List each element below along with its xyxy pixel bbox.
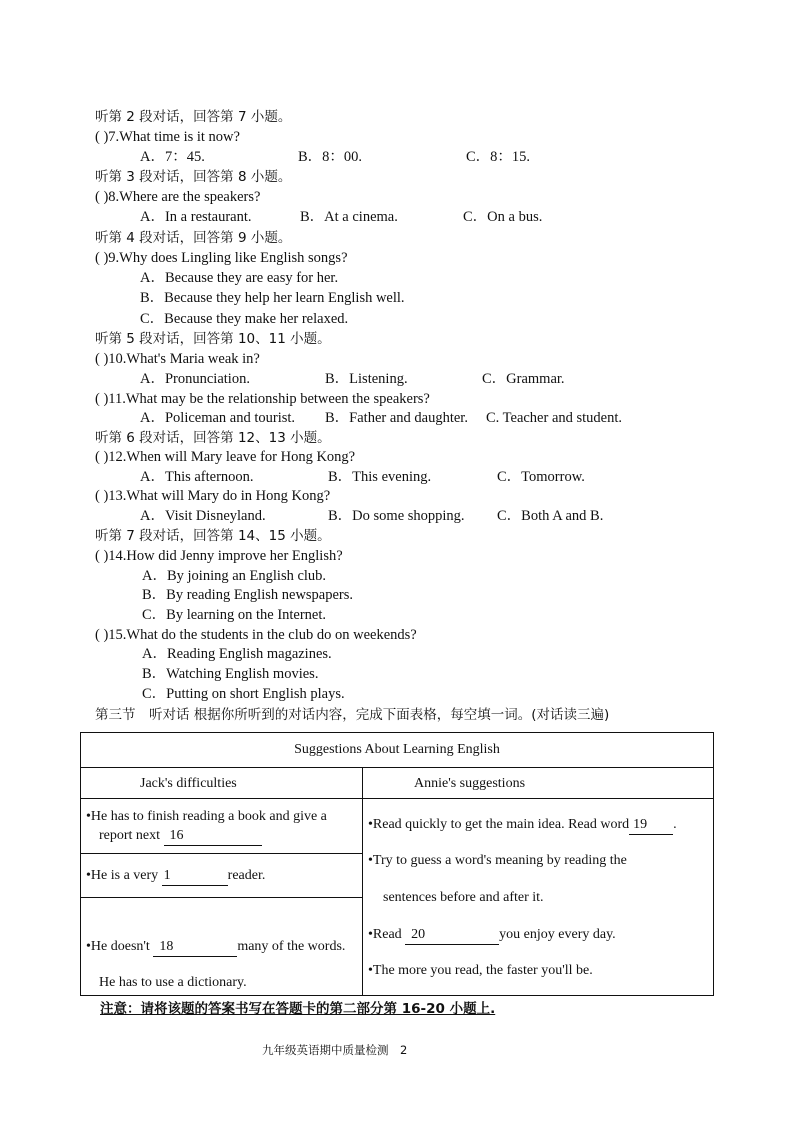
section-heading-4: 听第 4 段对话，回答第 9 小题。	[95, 230, 292, 246]
part3-heading: 第三节 听对话 根据你所听到的对话内容，完成下面表格，每空填一词。(对话读三遍)	[95, 707, 610, 723]
blank-20: 20	[405, 926, 499, 945]
section-heading-5: 听第 5 段对话，回答第 10、11 小题。	[95, 331, 331, 347]
question-12-option-a: A．This afternoon.	[140, 469, 254, 485]
annie-suggestion-1-pre: •Read quickly to get the main idea. Read word	[368, 817, 630, 832]
section-heading-2: 听第 2 段对话，回答第 7 小题。	[95, 109, 292, 125]
question-10-stem: ( )10.What's Maria weak in?	[95, 351, 260, 367]
question-8-option-b: B．At a cinema.	[300, 209, 398, 225]
question-9-option-a: A．Because they are easy for her.	[140, 270, 339, 286]
question-7-option-c: C．8：15.	[466, 149, 531, 165]
annie-suggestion-4: •The more you read, the faster you'll be.	[368, 963, 593, 978]
question-7-option-b: B．8：00.	[298, 149, 363, 165]
question-12-option-c: C．Tomorrow.	[497, 469, 585, 485]
question-8-option-a: A．In a restaurant.	[140, 209, 252, 225]
annie-suggestion-1	[368, 816, 677, 835]
annie-suggestion-2-line2: sentences before and after it.	[383, 890, 544, 905]
table-divider-header	[80, 798, 714, 799]
section-heading-7: 听第 7 段对话，回答第 14、15 小题。	[95, 528, 331, 544]
table-divider-left-2	[80, 897, 362, 898]
annie-suggestion-3	[368, 926, 616, 945]
jack-difficulty-2-pre: •He is a very	[86, 868, 159, 883]
jack-difficulty-3	[86, 938, 345, 957]
blank-19: 19	[629, 816, 673, 835]
question-10-option-c: C．Grammar.	[482, 371, 565, 387]
question-10-option-b: B．Listening.	[325, 371, 408, 387]
blank-18: 18	[153, 938, 237, 957]
question-10-option-a: A．Pronunciation.	[140, 371, 250, 387]
question-15-option-b: B．Watching English movies.	[142, 666, 319, 682]
question-13-option-a: A．Visit Disneyland.	[140, 508, 266, 524]
table-divider-title	[80, 767, 714, 768]
question-9-stem: ( )9.Why does Lingling like English songs?	[95, 250, 348, 266]
jack-difficulty-2	[86, 867, 265, 886]
question-14-option-a: A．By joining an English club.	[142, 568, 327, 584]
answer-sheet-note: 注意：请将该题的答案书写在答题卡的第二部分第 16-20 小题上.	[100, 1001, 496, 1017]
question-13-option-c: C．Both A and B.	[497, 508, 604, 524]
blank-17: 1	[162, 867, 228, 886]
question-11-option-c: C. Teacher and student.	[486, 410, 623, 426]
annie-suggestion-3-pre: •Read	[368, 927, 402, 942]
annie-suggestion-1-post: .	[673, 817, 677, 832]
question-7-option-a: A．7：45.	[140, 149, 205, 165]
question-14-option-b: B．By reading English newspapers.	[142, 587, 354, 603]
jack-difficulty-2-post: reader.	[227, 868, 266, 883]
jack-difficulty-1-text: report next	[99, 828, 161, 843]
table-title: Suggestions About Learning English	[294, 742, 500, 757]
question-8-option-c: C．On a bus.	[463, 209, 543, 225]
question-14-stem: ( )14.How did Jenny improve her English?	[95, 548, 343, 564]
table-divider-left-1	[80, 853, 362, 854]
question-11-stem: ( )11.What may be the relationship between the speakers?	[95, 391, 430, 407]
annie-suggestion-3-post: you enjoy every day.	[499, 927, 616, 942]
blank-16: 16	[164, 827, 262, 846]
jack-difficulty-1-line1: •He has to finish reading a book and give a	[86, 809, 327, 824]
jack-difficulty-3-line2: He has to use a dictionary.	[99, 975, 247, 990]
question-15-option-c: C．Putting on short English plays.	[142, 686, 345, 702]
jack-difficulty-3-post: many of the words.	[237, 939, 346, 954]
column-header-annie: Annie's suggestions	[414, 776, 526, 791]
question-9-option-c: C．Because they make her relaxed.	[140, 311, 349, 327]
page-footer: 九年级英语期中质量检测 2	[262, 1043, 408, 1057]
question-7-stem: ( )7.What time is it now?	[95, 129, 240, 145]
question-8-stem: ( )8.Where are the speakers?	[95, 189, 261, 205]
question-15-stem: ( )15.What do the students in the club do on weekends?	[95, 627, 417, 643]
question-14-option-c: C．By learning on the Internet.	[142, 607, 327, 623]
annie-suggestion-2-line1: •Try to guess a word's meaning by reading the	[368, 853, 627, 868]
question-13-option-b: B．Do some shopping.	[328, 508, 465, 524]
question-12-stem: ( )12.When will Mary leave for Hong Kong?	[95, 449, 356, 465]
jack-difficulty-1-line2	[99, 827, 262, 846]
table-divider-vertical	[362, 767, 363, 996]
jack-difficulty-3-pre: •He doesn't	[86, 939, 150, 954]
section-heading-6: 听第 6 段对话，回答第 12、13 小题。	[95, 430, 331, 446]
question-15-option-a: A．Reading English magazines.	[142, 646, 332, 662]
question-9-option-b: B．Because they help her learn English well.	[140, 290, 405, 306]
question-13-stem: ( )13.What will Mary do in Hong Kong?	[95, 488, 331, 504]
question-11-option-b: B．Father and daughter.	[325, 410, 468, 426]
question-12-option-b: B．This evening.	[328, 469, 432, 485]
section-heading-3: 听第 3 段对话，回答第 8 小题。	[95, 169, 292, 185]
question-11-option-a: A．Policeman and tourist.	[140, 410, 296, 426]
column-header-jack: Jack's difficulties	[140, 776, 237, 791]
